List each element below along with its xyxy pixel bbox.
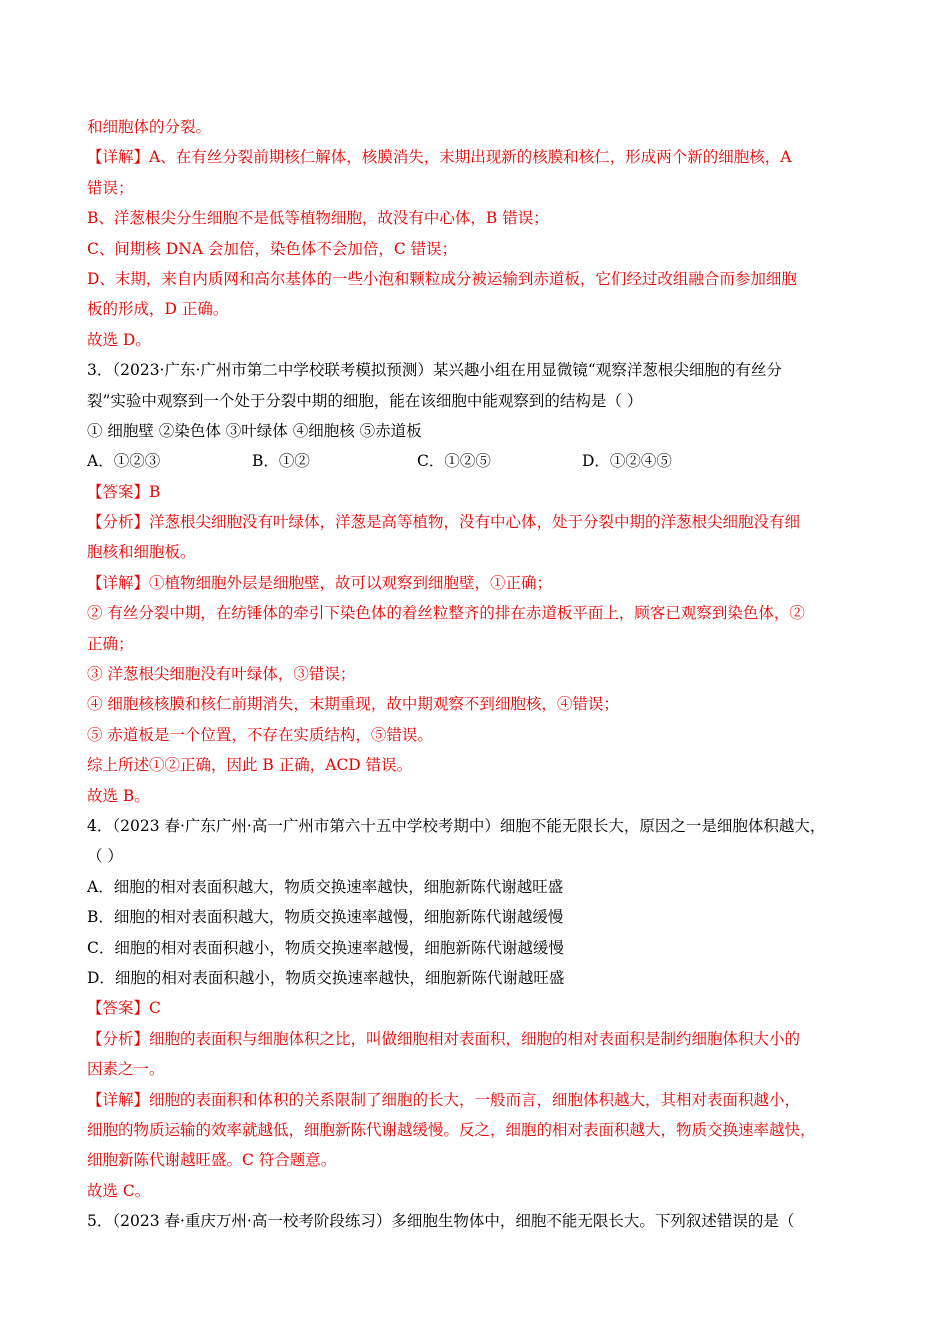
option-d: D．细胞的相对表面积越小，物质交换速率越快，细胞新陈代谢越旺盛 [87, 968, 565, 987]
question-stem: 3．（2023·广东·广州市第二中学校联考模拟预测）某兴趣小组在用显微镜“观察洋葱根尖细胞的有丝分 [87, 361, 782, 380]
option-c: C．细胞的相对表面积越小，物质交换速率越慢，细胞新陈代谢越缓慢 [87, 938, 564, 957]
text-line: 正确； [87, 634, 134, 653]
text-line: 细胞新陈代谢越旺盛。C 符合题意。 [87, 1151, 337, 1170]
text-line: 胞核和细胞板。 [87, 543, 196, 562]
text-line: D、末期，来自内质网和高尔基体的一些小泡和颗粒成分被运输到赤道板，它们经过改组融合而参加细胞 [87, 269, 797, 288]
text-line: 【分析】细胞的表面积与细胞体积之比，叫做细胞相对表面积，细胞的相对表面积是制约细胞体积大小的 [87, 1029, 801, 1048]
option-c: C．①②⑤ [417, 452, 491, 471]
text-line: 故选 D。 [87, 330, 151, 349]
option-a: A．细胞的相对表面积越大，物质交换速率越快，细胞新陈代谢越旺盛 [87, 877, 564, 896]
text-line: 板的形成，D 正确。 [87, 300, 229, 319]
option-d: D．①②④⑤ [582, 452, 672, 471]
text-line: 细胞的物质运输的效率就越低，细胞新陈代谢越缓慢。反之，细胞的相对表面积越大，物质交换速率越快， [87, 1120, 816, 1139]
text-line: 【详解】细胞的表面积和体积的关系限制了细胞的长大，一般而言，细胞体积越大，其相对表面积越小， [87, 1090, 801, 1109]
option-b: B．①② [252, 452, 310, 471]
text-line: 故选 C。 [87, 1181, 151, 1200]
answer-line: 【答案】C [87, 999, 161, 1018]
text-line: 错误； [87, 178, 134, 197]
text-line: ③ 洋葱根尖细胞没有叶绿体，③错误； [87, 665, 356, 684]
text-line: ④ 细胞核核膜和核仁前期消失，末期重现，故中期观察不到细胞核，④错误； [87, 695, 619, 714]
text-line: 【分析】洋葱根尖细胞没有叶绿体，洋葱是高等植物，没有中心体，处于分裂中期的洋葱根尖细胞没有细 [87, 513, 801, 532]
document-content [87, 112, 877, 1236]
text-line: ② 有丝分裂中期，在纺锤体的牵引下染色体的着丝粒整齐的排在赤道板平面上，顾客已观察到染色体，② [87, 604, 805, 623]
text-line: 故选 B。 [87, 786, 150, 805]
text-line: ⑤ 赤道板是一个位置，不存在实质结构，⑤错误。 [87, 725, 433, 744]
text-line: 综上所述①②正确，因此 B 正确，ACD 错误。 [87, 756, 413, 775]
option-b: B．细胞的相对表面积越大，物质交换速率越慢，细胞新陈代谢越缓慢 [87, 908, 564, 927]
structure-list: ① 细胞壁 ②染色体 ③叶绿体 ④细胞核 ⑤赤道板 [87, 421, 422, 440]
answer-line: 【答案】B [87, 482, 161, 501]
question-stem: 裂”实验中观察到一个处于分裂中期的细胞，能在该细胞中能观察到的结构是（ ） [87, 391, 643, 410]
question-stem: 4．（2023 春·广东广州·高一广州市第六十五中学校考期中）细胞不能无限长大，原因之一是细胞体积越大， [87, 816, 826, 835]
text-line: B、洋葱根尖分生细胞不是低等植物细胞，故没有中心体，B 错误； [87, 209, 549, 228]
question-stem: 5．（2023 春·重庆万州·高一校考阶段练习）多细胞生物体中，细胞不能无限长大。下列叙述错误的是（ [87, 1212, 795, 1231]
text-line: 因素之一。 [87, 1060, 165, 1079]
text-line: 【详解】A、在有丝分裂前期核仁解体，核膜消失，末期出现新的核膜和核仁，形成两个新的细胞核，A [87, 148, 792, 167]
option-a: A．①②③ [87, 452, 161, 471]
text-line: 【详解】①植物细胞外层是细胞壁，故可以观察到细胞壁，①正确； [87, 573, 553, 592]
text-line: 和细胞体的分裂。 [87, 118, 212, 136]
text-line: C、间期核 DNA 会加倍，染色体不会加倍，C 错误； [87, 239, 458, 258]
question-stem: （ ） [87, 847, 123, 866]
answer-options [87, 446, 877, 476]
